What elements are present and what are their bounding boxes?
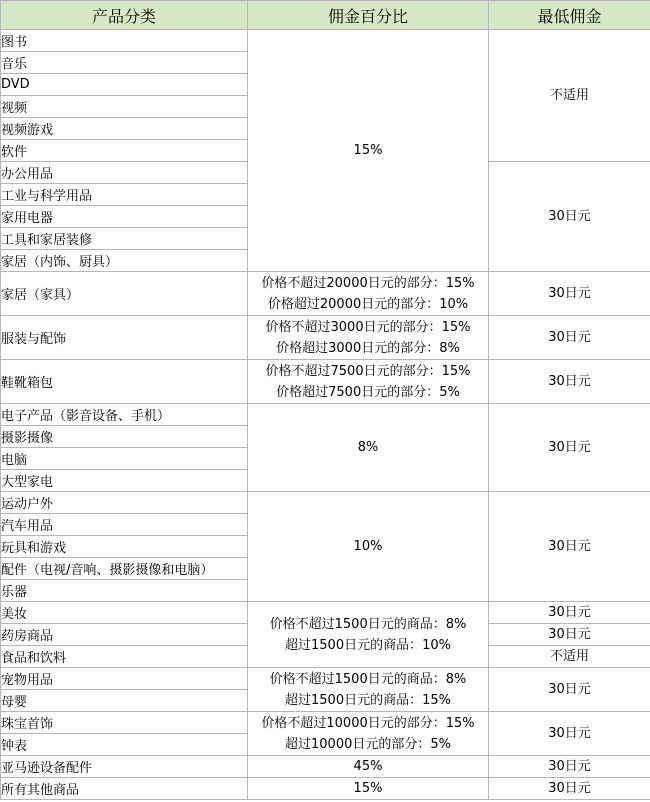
min-fee-cell: 30日元 [489, 162, 650, 272]
rate-line: 价格不超过3000日元的部分：15% [265, 319, 471, 335]
category-cell: 珠宝首饰 [1, 712, 248, 734]
category-cell: 运动户外 [1, 492, 248, 514]
rate-cell [248, 492, 489, 602]
table-row [1, 272, 650, 316]
rate-cell [248, 272, 489, 316]
category-cell: 鞋靴箱包 [1, 360, 248, 404]
min-fee-cell: 30日元 [489, 316, 650, 360]
min-fee-cell: 不适用 [489, 30, 650, 162]
header-row [1, 1, 650, 30]
table-row [1, 404, 650, 426]
rate-line: 价格超过7500日元的部分：5% [276, 384, 460, 400]
min-fee-cell: 30日元 [489, 778, 650, 800]
rate-cell [248, 360, 489, 404]
rate-line: 8% [357, 440, 379, 455]
table-row [1, 756, 650, 778]
min-fee-cell: 30日元 [489, 272, 650, 316]
rate-line: 10% [353, 539, 383, 554]
rate-cell [248, 316, 489, 360]
min-fee-cell: 30日元 [489, 624, 650, 646]
rate-line: 价格超过20000日元的部分：10% [267, 296, 469, 312]
rate-line: 15% [353, 781, 383, 796]
category-cell: 电脑 [1, 448, 248, 470]
table-row [1, 712, 650, 734]
rate-cell [248, 602, 489, 668]
min-fee-cell: 30日元 [489, 668, 650, 712]
category-cell: 玩具和游戏 [1, 536, 248, 558]
min-fee-cell: 30日元 [489, 712, 650, 756]
category-cell: 视频游戏 [1, 118, 248, 140]
header-rate: 佣金百分比 [248, 1, 489, 30]
category-cell: 办公用品 [1, 162, 248, 184]
rate-line: 价格不超过7500日元的部分：15% [265, 363, 471, 379]
category-cell: 工业与科学用品 [1, 184, 248, 206]
category-cell: 亚马逊设备配件 [1, 756, 248, 778]
table-row [1, 30, 650, 52]
rate-cell [248, 778, 489, 800]
rate-line: 超过10000日元的部分：5% [285, 736, 451, 752]
rate-line: 价格不超过20000日元的部分：15% [261, 275, 475, 291]
min-fee-cell: 不适用 [489, 646, 650, 668]
category-cell: 宠物用品 [1, 668, 248, 690]
category-cell: 大型家电 [1, 470, 248, 492]
category-cell: 视频 [1, 96, 248, 118]
category-cell: 药房商品 [1, 624, 248, 646]
category-cell: 电子产品（影音设备、手机） [1, 404, 248, 426]
category-cell: 母婴 [1, 690, 248, 712]
table-row [1, 492, 650, 514]
rate-cell [248, 30, 489, 272]
rate-line: 价格不超过1500日元的商品：8% [269, 616, 467, 632]
category-cell: 服装与配饰 [1, 316, 248, 360]
category-cell: 美妆 [1, 602, 248, 624]
category-cell: 所有其他商品 [1, 778, 248, 800]
header-category: 产品分类 [1, 1, 248, 30]
rate-cell [248, 668, 489, 712]
category-cell: 食品和饮料 [1, 646, 248, 668]
rate-line: 45% [353, 759, 383, 774]
table-row [1, 360, 650, 404]
min-fee-cell: 30日元 [489, 360, 650, 404]
table-row [1, 668, 650, 690]
category-cell: 汽车用品 [1, 514, 248, 536]
category-cell: 摄影摄像 [1, 426, 248, 448]
min-fee-cell: 30日元 [489, 756, 650, 778]
rate-line: 价格不超过10000日元的部分：15% [261, 715, 475, 731]
min-fee-cell: 30日元 [489, 404, 650, 492]
rate-cell [248, 756, 489, 778]
rate-line: 15% [353, 143, 383, 158]
category-cell: 配件（电视/音响、摄影摄像和电脑） [1, 558, 248, 580]
category-cell: 家居（家具） [1, 272, 248, 316]
rate-cell [248, 404, 489, 492]
category-cell: 图书 [1, 30, 248, 52]
min-fee-cell: 30日元 [489, 602, 650, 624]
category-cell: 工具和家居装修 [1, 228, 248, 250]
category-cell: 家居（内饰、厨具） [1, 250, 248, 272]
min-fee-cell: 30日元 [489, 492, 650, 602]
category-cell: 家用电器 [1, 206, 248, 228]
table-row [1, 778, 650, 800]
category-cell: 钟表 [1, 734, 248, 756]
table-row [1, 602, 650, 624]
category-cell: DVD [1, 74, 248, 96]
category-cell: 乐器 [1, 580, 248, 602]
category-cell: 软件 [1, 140, 248, 162]
rate-cell [248, 712, 489, 756]
rate-line: 价格不超过1500日元的商品：8% [269, 671, 467, 687]
rate-line: 价格超过3000日元的部分：8% [276, 340, 460, 356]
table-row [1, 316, 650, 360]
rate-line: 超过1500日元的商品：10% [285, 637, 451, 653]
category-cell: 音乐 [1, 52, 248, 74]
header-min-fee: 最低佣金 [489, 1, 650, 30]
rate-line: 超过1500日元的商品：15% [285, 692, 451, 708]
